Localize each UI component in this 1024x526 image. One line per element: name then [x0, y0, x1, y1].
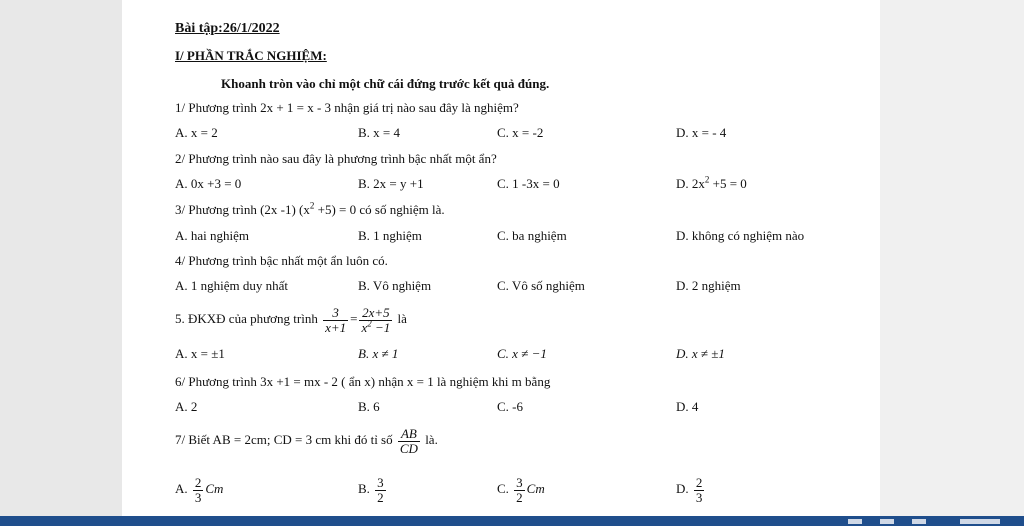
q6-option-d[interactable]: D. 4	[676, 399, 699, 414]
q7-option-c-unit: Cm	[526, 481, 545, 496]
q7-option-a-fraction	[193, 476, 204, 505]
q5-option-b[interactable]: B. x ≠ 1	[358, 346, 399, 361]
q2-option-c[interactable]: C. 1 -3x = 0	[497, 176, 560, 191]
q2-option-d-base: D. 2x	[676, 176, 705, 191]
taskbar-icon[interactable]	[912, 519, 926, 524]
q5-frac1-num: 3	[323, 306, 348, 321]
q2-option-d-sup: 2	[704, 174, 710, 185]
q6-option-c[interactable]: C. -6	[497, 399, 523, 414]
q5-frac2-num: 2x+5	[359, 306, 392, 321]
q7-option-a-num: 2	[194, 474, 202, 490]
q5-option-c[interactable]: C. x ≠ −1	[497, 346, 547, 361]
q2-option-b[interactable]: B. 2x = y +1	[358, 176, 424, 191]
section-title: I/ PHẦN TRẮC NGHIỆM:	[175, 48, 327, 63]
q5-fraction-2	[359, 306, 392, 335]
q7-option-c-den: 2	[516, 489, 523, 505]
q1-option-c[interactable]: C. x = -2	[497, 125, 544, 140]
q7-option-a-label: A.	[175, 481, 188, 496]
q3-option-c[interactable]: C. ba nghiệm	[497, 228, 567, 243]
taskbar	[0, 516, 1024, 526]
q7-option-d-fraction	[694, 476, 705, 505]
q7-option-a[interactable]	[175, 472, 223, 506]
q7-option-c-fraction	[514, 476, 525, 505]
q5-frac2-den-base: x	[361, 319, 368, 335]
q7-option-c[interactable]	[497, 472, 545, 506]
q7-text-pre: 7/ Biết AB = 2cm; CD = 3 cm khi đó tỉ số	[175, 432, 393, 447]
question-4: 4/ Phương trình bậc nhất một ẩn luôn có.	[175, 253, 388, 268]
q7-option-b-label: B.	[358, 481, 370, 496]
q7-option-d-den: 3	[695, 489, 703, 505]
question-5	[175, 302, 407, 336]
q1-option-b[interactable]: B. x = 4	[358, 125, 401, 140]
q7-option-c-num: 3	[516, 474, 523, 490]
q5-equals: =	[350, 311, 358, 326]
question-3	[175, 202, 445, 218]
q7-option-a-unit: Cm	[205, 481, 224, 496]
q7-option-d-num: 2	[695, 474, 703, 490]
q7-option-b-num: 3	[377, 474, 384, 490]
q3-option-b[interactable]: B. 1 nghiệm	[358, 228, 422, 243]
instruction: Khoanh tròn vào chỉ một chữ cái đứng trước kết quả đúng.	[221, 76, 550, 91]
q5-option-d[interactable]: D. x ≠ ±1	[676, 346, 725, 361]
q5-fraction-1	[323, 306, 348, 335]
q7-option-b-den: 2	[377, 489, 384, 505]
q5-text-pre: 5. ĐKXĐ của phương trình	[175, 311, 318, 326]
question-7	[175, 423, 438, 457]
q7-option-a-den: 3	[194, 489, 202, 505]
q7-frac-num: AB	[398, 427, 420, 442]
q5-frac1-den: x+1	[325, 319, 347, 335]
date-title: Bài tập:26/1/2022	[175, 21, 280, 36]
q7-option-d[interactable]	[676, 472, 706, 506]
q7-option-d-label: D.	[676, 481, 689, 496]
q7-fraction	[398, 427, 420, 456]
q6-option-a[interactable]: A. 2	[175, 399, 198, 414]
q7-option-b-fraction	[375, 476, 386, 505]
q3-text-sup: 2	[309, 200, 315, 211]
taskbar-icon[interactable]	[848, 519, 862, 524]
window-background	[880, 0, 1024, 516]
taskbar-icon[interactable]	[960, 519, 1000, 524]
q5-text-post: là	[397, 311, 407, 326]
q3-option-d[interactable]: D. không có nghiệm nào	[676, 228, 805, 243]
q7-text-post: là.	[425, 432, 438, 447]
q5-frac2-den	[359, 318, 392, 335]
q1-option-d[interactable]: D. x = - 4	[676, 125, 727, 140]
q6-option-b[interactable]: B. 6	[358, 399, 380, 414]
q1-option-a[interactable]: A. x = 2	[175, 125, 218, 140]
q4-option-a[interactable]: A. 1 nghiệm duy nhất	[175, 278, 289, 293]
q4-option-b[interactable]: B. Vô nghiệm	[358, 278, 432, 293]
question-2: 2/ Phương trình nào sau đây là phương trình bậc nhất một ẩn?	[175, 151, 497, 166]
q3-text-post: +5) = 0 có số nghiệm là.	[314, 202, 445, 217]
taskbar-icon[interactable]	[880, 519, 894, 524]
q2-option-a[interactable]: A. 0x +3 = 0	[175, 176, 242, 191]
q3-option-a[interactable]: A. hai nghiệm	[175, 228, 250, 243]
q5-option-a[interactable]: A. x = ±1	[175, 346, 225, 361]
q4-option-d[interactable]: D. 2 nghiệm	[676, 278, 741, 293]
q7-option-b[interactable]	[358, 472, 388, 506]
q7-frac-den: CD	[399, 440, 418, 456]
q3-text-pre: 3/ Phương trình (2x -1) (x	[175, 202, 310, 217]
question-1: 1/ Phương trình 2x + 1 = x - 3 nhận giá trị nào sau đây là nghiệm?	[175, 100, 519, 115]
q4-option-c[interactable]: C. Vô số nghiệm	[497, 278, 585, 293]
q2-option-d-rest: +5 = 0	[709, 176, 747, 191]
q5-frac2-den-sup: 2	[367, 318, 372, 329]
q5-frac2-den-rest: −1	[371, 319, 391, 335]
q7-option-c-label: C.	[497, 481, 509, 496]
q2-option-d[interactable]	[676, 176, 747, 192]
question-6: 6/ Phương trình 3x +1 = mx - 2 ( ẩn x) nhận x = 1 là nghiệm khi m bằng	[175, 374, 551, 389]
